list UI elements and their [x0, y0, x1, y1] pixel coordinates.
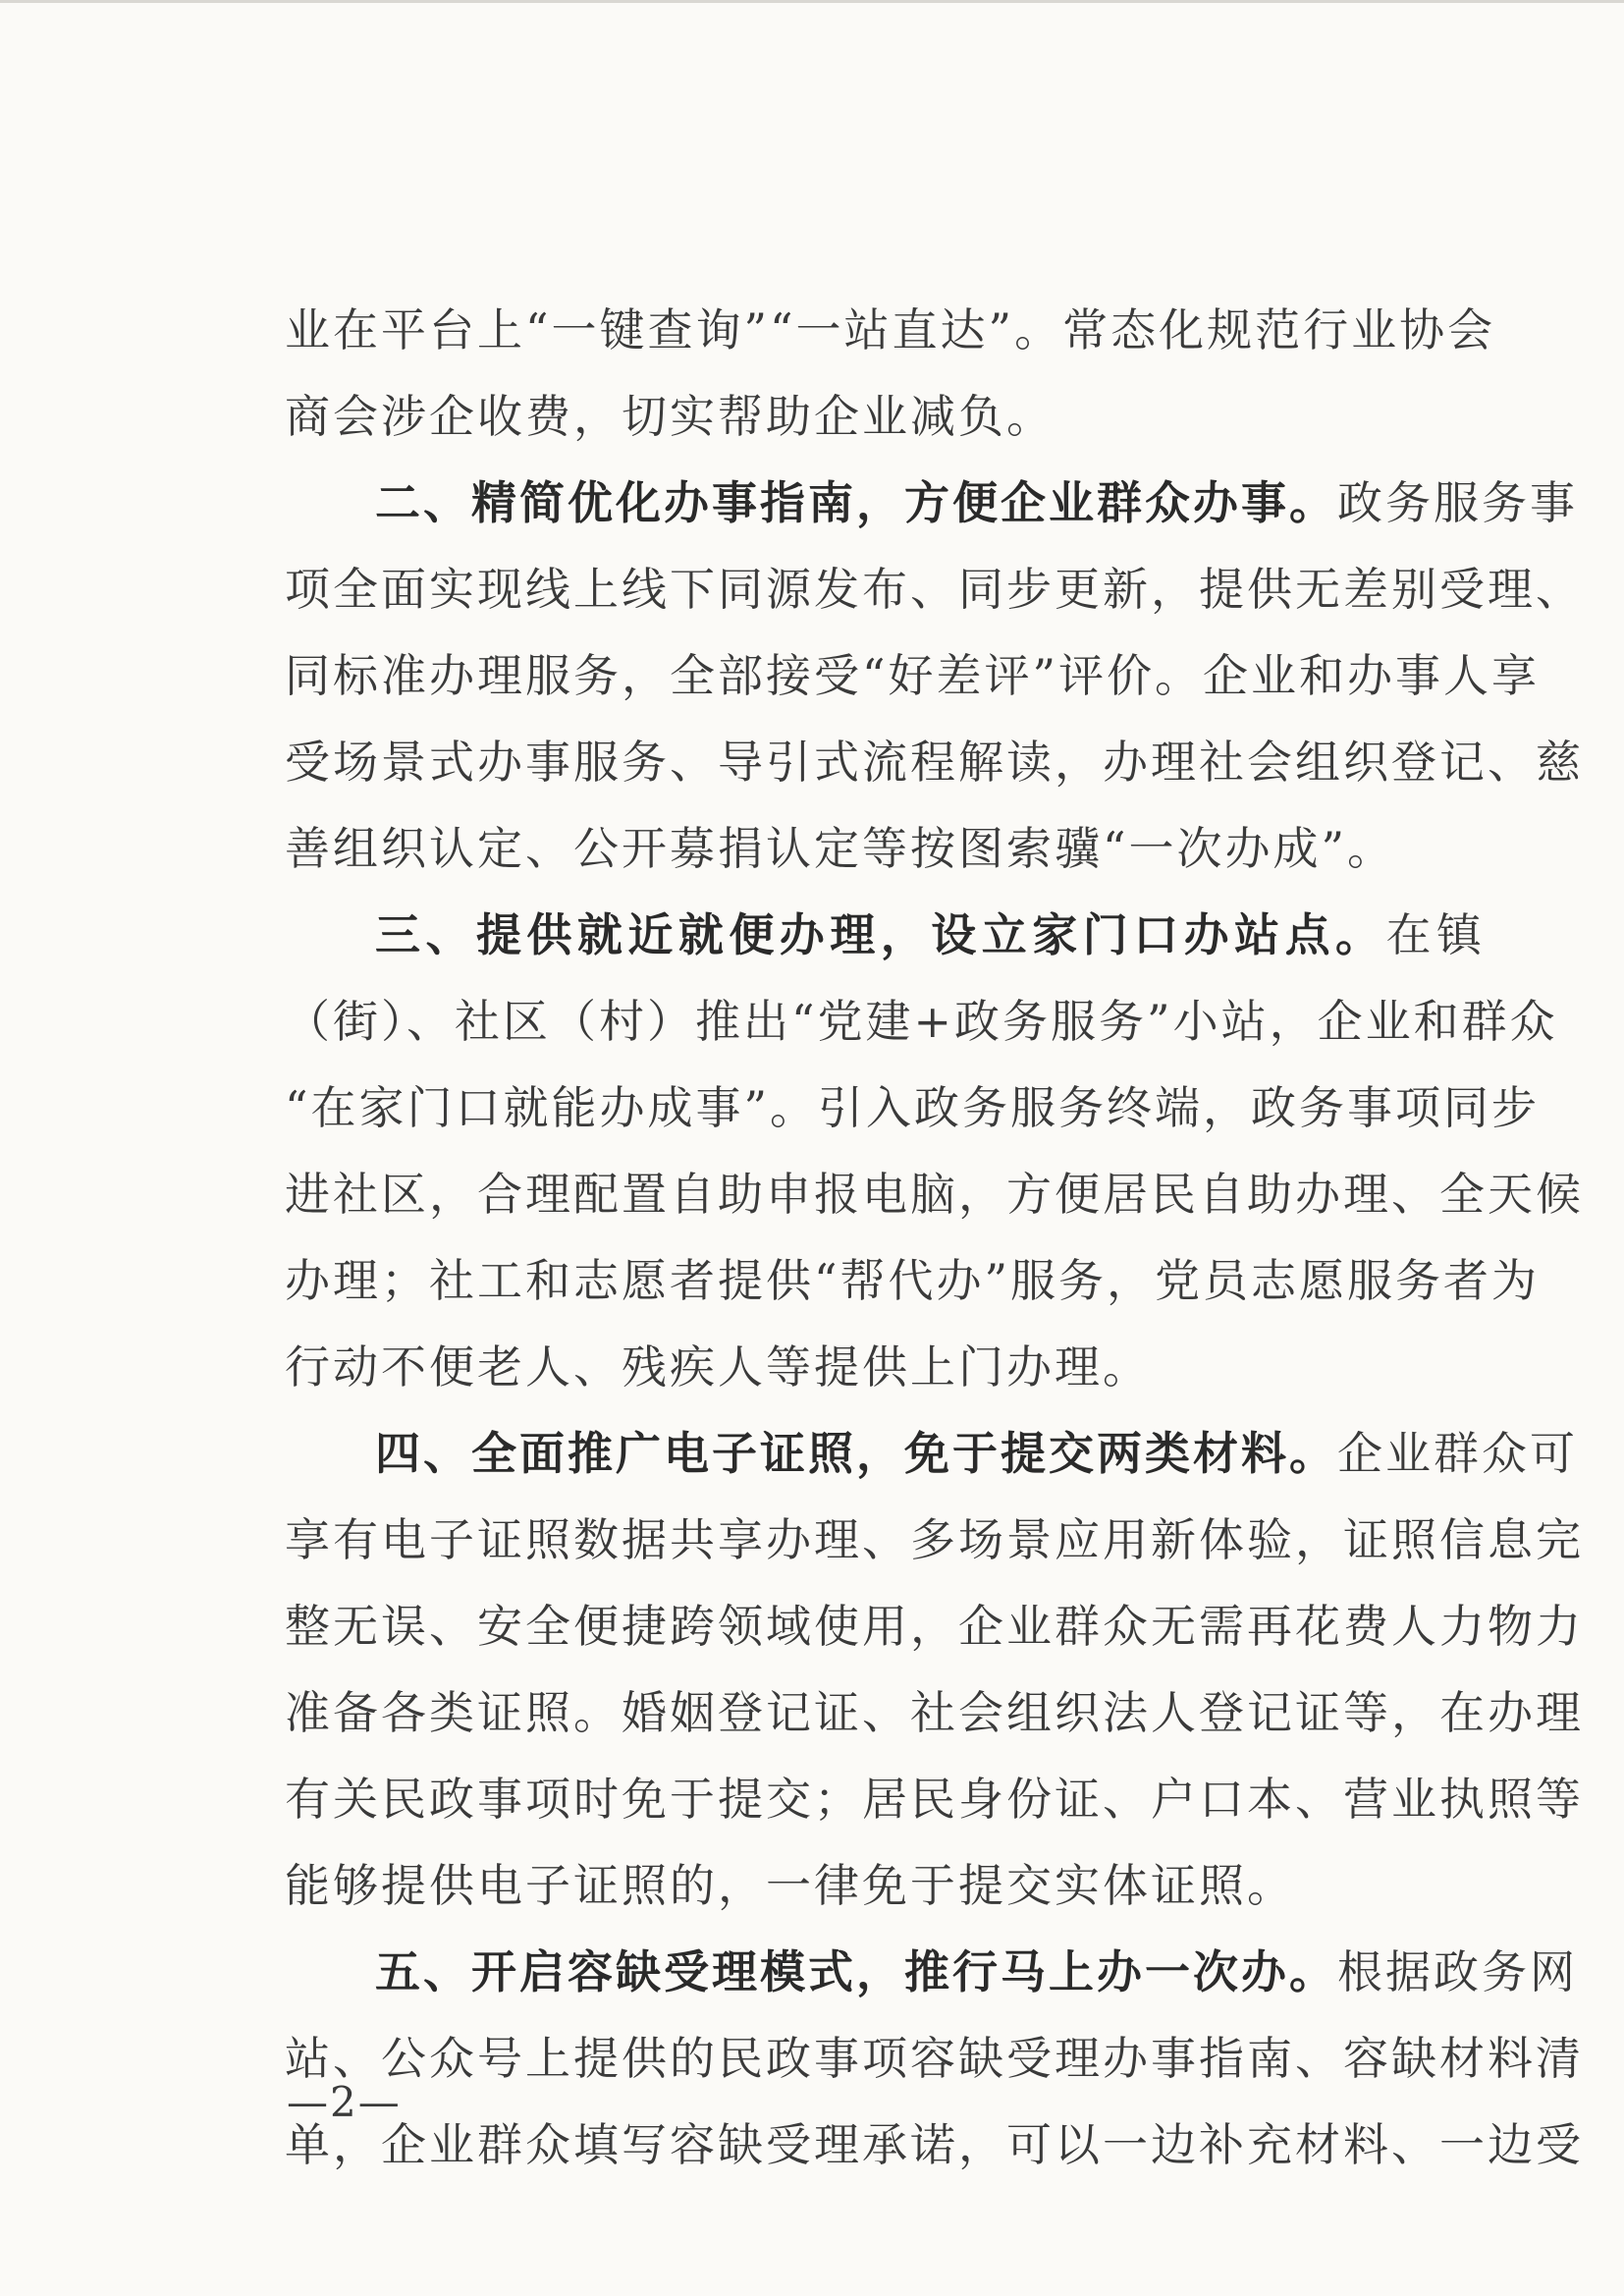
paragraph-line: （街）、社区（村）推出“党建+政务服务”小站，企业和群众 — [285, 995, 1558, 1048]
paragraph-line: 站、公众号上提供的民政事项容缺受理办事指南、容缺材料清 — [285, 2032, 1584, 2085]
section-4-heading: 四、全面推广电子证照，免于提交两类材料。 — [375, 1427, 1337, 1480]
paragraph-line: 商会涉企收费，切实帮助企业减负。 — [285, 390, 1055, 443]
paragraph-line: 进社区，合理配置自助申报电脑，方便居民自助办理、全天候 — [285, 1168, 1584, 1221]
section-4-first-line — [285, 1410, 1578, 1497]
document-body — [285, 287, 1584, 2188]
section-2-heading: 二、精简优化办事指南，方便企业群众办事。 — [375, 476, 1337, 529]
paragraph-line: 受场景式办事服务、导引式流程解读，办理社会组织登记、慈 — [285, 736, 1584, 789]
paragraph-line: 享有电子证照数据共享办理、多场景应用新体验，证照信息完 — [285, 1513, 1584, 1566]
paragraph-line: 单，企业群众填写容缺受理承诺，可以一边补充材料、一边受 — [285, 2118, 1584, 2171]
paragraph-line: 能够提供电子证照的，一律免于提交实体证照。 — [285, 1859, 1295, 1912]
paragraph-line: 办理；社工和志愿者提供“帮代办”服务，党员志愿服务者为 — [285, 1254, 1541, 1307]
section-2-first-line — [285, 460, 1578, 546]
top-edge-rule — [0, 0, 1624, 3]
section-3-text: 在镇 — [1385, 908, 1486, 961]
section-3-heading: 三、提供就近就便办理，设立家门口办站点。 — [375, 908, 1386, 961]
section-5-first-line — [285, 1929, 1578, 2015]
paragraph-line: 整无误、安全便捷跨领域使用，企业群众无需再花费人力物力 — [285, 1600, 1584, 1653]
section-4-text: 企业群众可 — [1337, 1427, 1578, 1480]
paragraph-line: “在家门口就能办成事”。引入政务服务终端，政务事项同步 — [285, 1081, 1541, 1134]
page-number: —2— — [287, 2078, 402, 2126]
paragraph-line: 同标准办理服务，全部接受“好差评”评价。企业和办事人享 — [285, 649, 1541, 702]
paragraph-line: 善组织认定、公开募捐认定等按图索骥“一次办成”。 — [285, 822, 1396, 875]
paragraph-line: 有关民政事项时免于提交；居民身份证、户口本、营业执照等 — [285, 1773, 1584, 1826]
section-3-first-line — [285, 892, 1485, 978]
paragraph-line: 业在平台上“一键查询”“一站直达”。常态化规范行业协会 — [285, 303, 1496, 356]
section-2-text: 政务服务事 — [1337, 476, 1578, 529]
paragraph-line: 准备各类证照。婚姻登记证、社会组织法人登记证等，在办理 — [285, 1686, 1584, 1739]
section-5-text: 根据政务网 — [1337, 1945, 1578, 1998]
paragraph-line: 项全面实现线上线下同源发布、同步更新，提供无差别受理、 — [285, 563, 1584, 616]
section-5-heading: 五、开启容缺受理模式，推行马上办一次办。 — [375, 1945, 1337, 1998]
paragraph-line: 行动不便老人、残疾人等提供上门办理。 — [285, 1340, 1151, 1394]
